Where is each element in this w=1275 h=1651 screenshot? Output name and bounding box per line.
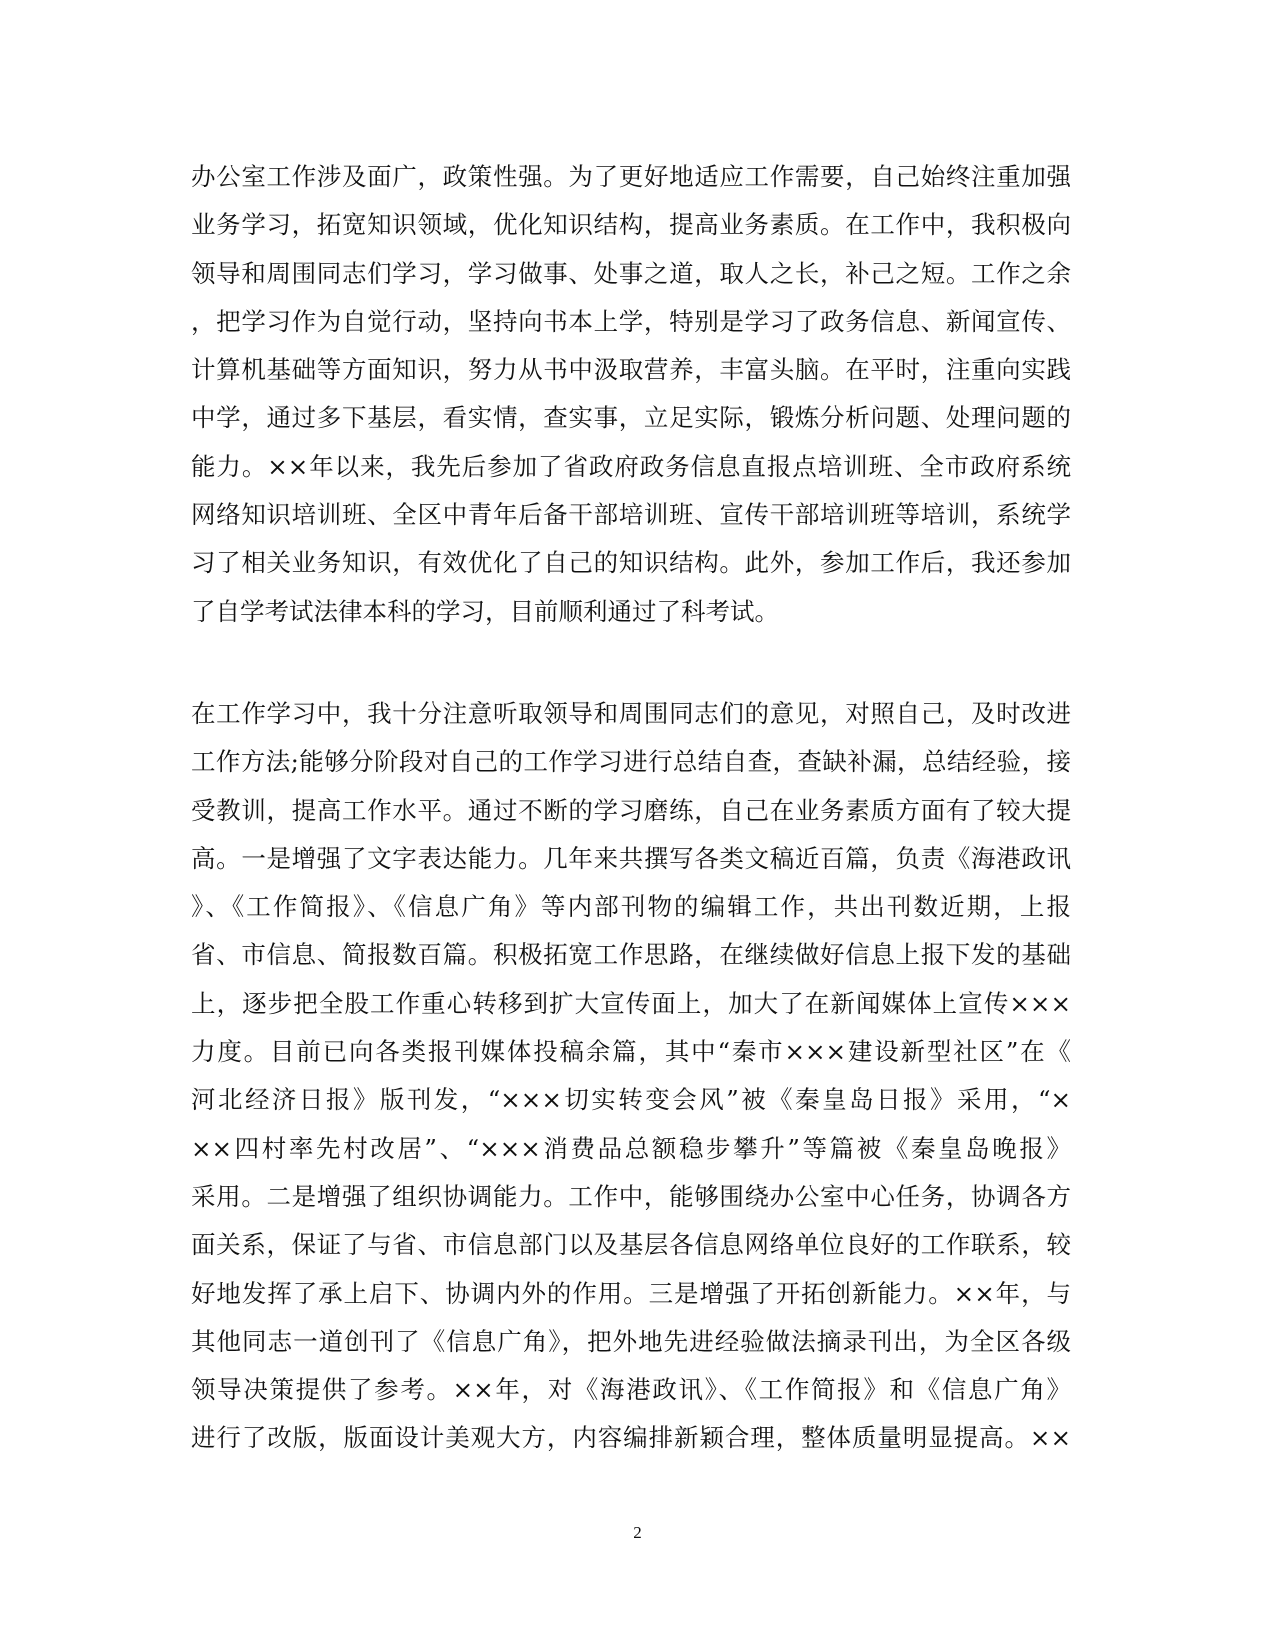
text-line: 了自学考试法律本科的学习，目前顺利通过了科考试。 (191, 596, 779, 626)
text-line: 习了相关业务知识，有效优化了自己的知识结构。此外，参加工作后，我还参加 (191, 548, 1071, 578)
text-line: 采用。二是增强了组织协调能力。工作中，能够围绕办公室中心任务，协调各方 (191, 1181, 1071, 1211)
text-line: ××四村率先村改居”、“×××消费品总额稳步攀升”等篇被《秦皇岛晚报》 (191, 1133, 1071, 1163)
text-line: 受教训，提高工作水平。通过不断的学习磨练，自己在业务素质方面有了较大提 (191, 795, 1071, 825)
text-line: 网络知识培训班、全区中青年后备干部培训班、宣传干部培训班等培训，系统学 (191, 500, 1071, 530)
text-line: 河北经济日报》版刊发，“×××切实转变会风”被《秦皇岛日报》采用，“× (191, 1085, 1071, 1115)
text-line: 中学，通过多下基层，看实情，查实事，立足实际，锻炼分析问题、处理问题的 (191, 403, 1071, 433)
text-line: 上，逐步把全股工作重心转移到扩大宣传面上，加大了在新闻媒体上宣传××× (191, 988, 1071, 1018)
paragraph-1 (191, 153, 1071, 636)
text-line: 能力。××年以来，我先后参加了省政府政务信息直报点培训班、全市政府系统 (191, 451, 1071, 481)
page-number: 2 (633, 1523, 642, 1542)
text-line: 工作方法;能够分阶段对自己的工作学习进行总结自查，查缺补漏，总结经验，接 (191, 747, 1071, 777)
text-line: 其他同志一道创刊了《信息广角》，把外地先进经验做法摘录刊出，为全区各级 (191, 1326, 1071, 1356)
text-line: 》、《工作简报》、《信息广角》等内部刊物的编辑工作，共出刊数近期，上报 (191, 892, 1071, 922)
text-line: 省、市信息、简报数百篇。积极拓宽工作思路，在继续做好信息上报下发的基础 (191, 940, 1071, 970)
text-line: 领导和周围同志们学习，学习做事、处事之道，取人之长，补己之短。工作之余 (191, 258, 1071, 288)
text-line: 领导决策提供了参考。××年，对《海港政讯》、《工作简报》和《信息广角》 (191, 1375, 1071, 1405)
text-line: 在工作学习中，我十分注意听取领导和周围同志们的意见，对照自己，及时改进 (191, 699, 1071, 728)
text-line: 办公室工作涉及面广，政策性强。为了更好地适应工作需要，自己始终注重加强 (191, 162, 1071, 191)
text-line: 好地发挥了承上启下、协调内外的作用。三是增强了开拓创新能力。××年，与 (191, 1278, 1071, 1308)
text-line: 力度。目前已向各类报刊媒体投稿余篇，其中“秦市×××建设新型社区”在《 (191, 1037, 1071, 1067)
text-line: 进行了改版，版面设计美观大方，内容编排新颖合理，整体质量明显提高。×× (191, 1423, 1071, 1453)
text-line: 业务学习，拓宽知识领域，优化知识结构，提高业务素质。在工作中，我积极向 (191, 210, 1071, 240)
text-line: ，把学习作为自觉行动，坚持向书本上学，特别是学习了政务信息、新闻宣传、 (191, 306, 1071, 336)
paragraph-2 (191, 690, 1071, 1463)
text-line: 面关系，保证了与省、市信息部门以及基层各信息网络单位良好的工作联系，较 (191, 1230, 1071, 1260)
text-line: 高。一是增强了文字表达能力。几年来共撰写各类文稿近百篇，负责《海港政讯 (191, 843, 1071, 873)
text-line: 计算机基础等方面知识，努力从书中汲取营养，丰富头脑。在平时，注重向实践 (191, 355, 1071, 385)
